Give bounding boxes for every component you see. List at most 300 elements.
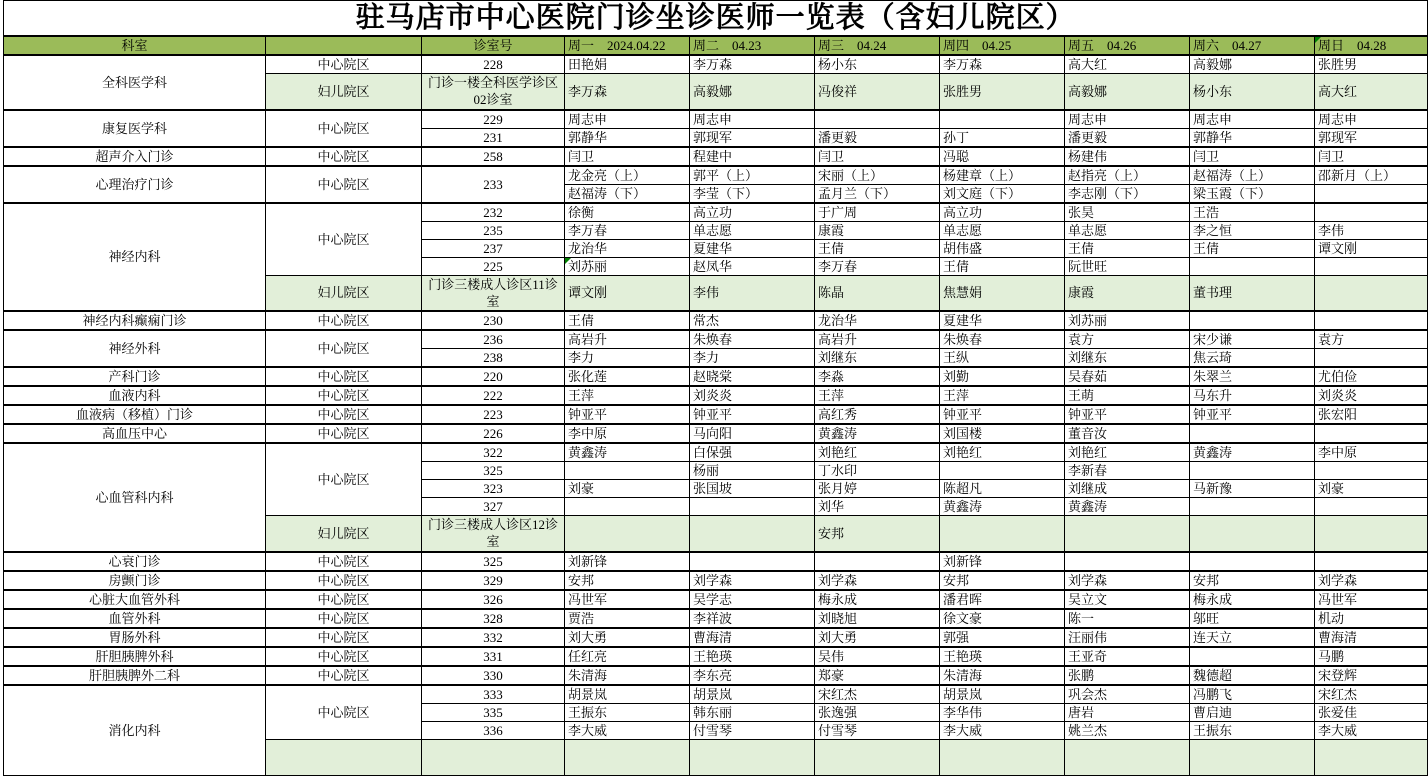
schedule-cell[interactable]: 高岩升 [565, 330, 690, 349]
room-cell[interactable]: 325 [422, 462, 565, 480]
schedule-cell[interactable]: 赵指亮（上） [1065, 166, 1190, 185]
department-cell[interactable]: 血管外科 [4, 609, 266, 628]
department-cell[interactable]: 肝胆胰脾外科 [4, 647, 266, 666]
schedule-cell[interactable]: 宋登辉 [1315, 666, 1428, 685]
schedule-cell[interactable]: 韩东丽 [690, 703, 815, 721]
schedule-cell[interactable] [1315, 516, 1428, 552]
schedule-cell[interactable]: 高毅娜 [1065, 74, 1190, 110]
room-cell[interactable]: 237 [422, 239, 565, 257]
schedule-cell[interactable]: 黄鑫涛 [940, 498, 1065, 516]
schedule-cell[interactable]: 高立功 [690, 203, 815, 222]
day-header[interactable] [815, 36, 940, 55]
schedule-cell[interactable]: 郭现军 [1315, 128, 1428, 147]
schedule-cell[interactable]: 李万森 [690, 55, 815, 74]
schedule-cell[interactable]: 程建中 [690, 147, 815, 166]
department-cell[interactable]: 胃肠外科 [4, 628, 266, 647]
schedule-cell[interactable] [1315, 257, 1428, 275]
schedule-cell[interactable]: 徐衡 [565, 203, 690, 222]
schedule-cell[interactable]: 郭现军 [690, 128, 815, 147]
schedule-cell[interactable]: 杨建伟 [1065, 147, 1190, 166]
schedule-cell[interactable]: 宋红杰 [1315, 685, 1428, 704]
schedule-cell[interactable]: 张化莲 [565, 367, 690, 386]
schedule-cell[interactable] [1065, 739, 1190, 775]
department-cell[interactable]: 心衰门诊 [4, 552, 266, 571]
campus-column-header[interactable] [266, 36, 422, 55]
schedule-cell[interactable]: 高岩升 [815, 330, 940, 349]
schedule-cell[interactable]: 周志申 [1190, 110, 1315, 129]
schedule-cell[interactable]: 马向阳 [690, 424, 815, 443]
schedule-cell[interactable]: 刘文庭（下） [940, 184, 1065, 203]
room-cell[interactable]: 330 [422, 666, 565, 685]
schedule-cell[interactable]: 李大威 [940, 721, 1065, 739]
campus-cell[interactable]: 中心院区 [266, 628, 422, 647]
room-cell[interactable]: 232 [422, 203, 565, 222]
schedule-cell[interactable]: 李志刚（下） [1065, 184, 1190, 203]
schedule-cell[interactable]: 高立功 [940, 203, 1065, 222]
schedule-cell[interactable] [690, 516, 815, 552]
schedule-cell[interactable]: 李万春 [565, 221, 690, 239]
schedule-cell[interactable] [1190, 739, 1315, 775]
schedule-cell[interactable]: 焦慧娟 [940, 275, 1065, 311]
schedule-cell[interactable]: 杨小东 [815, 55, 940, 74]
schedule-cell[interactable]: 李力 [565, 349, 690, 368]
schedule-cell[interactable]: 孟月兰（下） [815, 184, 940, 203]
schedule-cell[interactable] [1190, 516, 1315, 552]
room-cell[interactable]: 238 [422, 349, 565, 368]
schedule-cell[interactable]: 董书理 [1190, 275, 1315, 311]
room-cell[interactable]: 228 [422, 55, 565, 74]
schedule-cell[interactable]: 李莹（下） [690, 184, 815, 203]
schedule-cell[interactable]: 常杰 [690, 311, 815, 330]
schedule-cell[interactable]: 胡景岚 [690, 685, 815, 704]
campus-cell[interactable]: 中心院区 [266, 367, 422, 386]
schedule-cell[interactable]: 高大红 [1065, 55, 1190, 74]
schedule-cell[interactable]: 安邦 [815, 516, 940, 552]
schedule-cell[interactable]: 单志愿 [690, 221, 815, 239]
schedule-cell[interactable] [1190, 462, 1315, 480]
schedule-cell[interactable] [1315, 311, 1428, 330]
schedule-cell[interactable]: 梅永成 [1190, 590, 1315, 609]
schedule-cell[interactable]: 汪丽伟 [1065, 628, 1190, 647]
campus-cell[interactable]: 中心院区 [266, 166, 422, 203]
campus-cell[interactable]: 中心院区 [266, 571, 422, 590]
schedule-cell[interactable]: 胡景岚 [940, 685, 1065, 704]
schedule-cell[interactable]: 潘更毅 [815, 128, 940, 147]
department-cell[interactable]: 血液病（移植）门诊 [4, 405, 266, 424]
schedule-cell[interactable] [1315, 424, 1428, 443]
schedule-cell[interactable]: 张鹏 [1065, 666, 1190, 685]
schedule-cell[interactable]: 冯世军 [1315, 590, 1428, 609]
schedule-cell[interactable]: 张逸强 [815, 703, 940, 721]
schedule-cell[interactable]: 刘豪 [565, 480, 690, 498]
schedule-cell[interactable]: 赵凤华 [690, 257, 815, 275]
schedule-cell[interactable]: 任红亮 [565, 647, 690, 666]
schedule-cell[interactable]: 王倩 [940, 257, 1065, 275]
schedule-cell[interactable]: 潘君晖 [940, 590, 1065, 609]
schedule-cell[interactable]: 李华伟 [940, 703, 1065, 721]
day-header[interactable] [690, 36, 815, 55]
schedule-cell[interactable] [1190, 498, 1315, 516]
schedule-cell[interactable]: 王艳瑛 [940, 647, 1065, 666]
department-cell[interactable]: 房颤门诊 [4, 571, 266, 590]
room-cell[interactable]: 226 [422, 424, 565, 443]
schedule-cell[interactable]: 黄鑫涛 [815, 424, 940, 443]
schedule-cell[interactable]: 高毅娜 [1190, 55, 1315, 74]
room-cell[interactable]: 225 [422, 257, 565, 275]
schedule-cell[interactable]: 王萍 [940, 386, 1065, 405]
schedule-cell[interactable]: 于广周 [815, 203, 940, 222]
room-cell[interactable]: 328 [422, 609, 565, 628]
schedule-cell[interactable] [940, 462, 1065, 480]
schedule-cell[interactable]: 郑豪 [815, 666, 940, 685]
room-cell[interactable]: 236 [422, 330, 565, 349]
schedule-cell[interactable] [1315, 349, 1428, 368]
room-cell[interactable]: 233 [422, 166, 565, 203]
schedule-cell[interactable]: 李伟 [690, 275, 815, 311]
schedule-cell[interactable] [1190, 552, 1315, 571]
schedule-cell[interactable]: 杨建章（上） [940, 166, 1065, 185]
schedule-cell[interactable]: 张爱佳 [1315, 703, 1428, 721]
schedule-cell[interactable]: 高红秀 [815, 405, 940, 424]
schedule-cell[interactable] [815, 739, 940, 775]
schedule-cell[interactable]: 尤伯俭 [1315, 367, 1428, 386]
schedule-cell[interactable]: 胡景岚 [565, 685, 690, 704]
schedule-cell[interactable]: 曹启迪 [1190, 703, 1315, 721]
room-cell[interactable]: 258 [422, 147, 565, 166]
schedule-cell[interactable]: 安邦 [940, 571, 1065, 590]
schedule-cell[interactable]: 李大威 [565, 721, 690, 739]
room-cell[interactable]: 223 [422, 405, 565, 424]
schedule-cell[interactable]: 曹海清 [1315, 628, 1428, 647]
department-cell[interactable]: 心脏大血管外科 [4, 590, 266, 609]
schedule-cell[interactable] [1315, 552, 1428, 571]
schedule-cell[interactable]: 吴立文 [1065, 590, 1190, 609]
schedule-cell[interactable]: 刘继东 [815, 349, 940, 368]
room-cell[interactable]: 231 [422, 128, 565, 147]
room-cell[interactable]: 222 [422, 386, 565, 405]
schedule-cell[interactable]: 刘新锋 [565, 552, 690, 571]
schedule-cell[interactable]: 梅永成 [815, 590, 940, 609]
schedule-cell[interactable]: 刘学森 [1315, 571, 1428, 590]
schedule-cell[interactable] [1315, 275, 1428, 311]
campus-cell[interactable]: 中心院区 [266, 552, 422, 571]
schedule-cell[interactable]: 闫卫 [815, 147, 940, 166]
schedule-cell[interactable]: 黄鑫涛 [1065, 498, 1190, 516]
schedule-cell[interactable]: 董音汝 [1065, 424, 1190, 443]
schedule-cell[interactable]: 高毅娜 [690, 74, 815, 110]
schedule-cell[interactable]: 马东升 [1190, 386, 1315, 405]
schedule-cell[interactable]: 潘更毅 [1065, 128, 1190, 147]
schedule-cell[interactable]: 钟亚平 [940, 405, 1065, 424]
schedule-cell[interactable]: 刘大勇 [565, 628, 690, 647]
schedule-cell[interactable]: 张宏阳 [1315, 405, 1428, 424]
schedule-cell[interactable]: 康霞 [815, 221, 940, 239]
schedule-cell[interactable]: 康霞 [1065, 275, 1190, 311]
schedule-cell[interactable]: 李伟 [1315, 221, 1428, 239]
room-cell[interactable]: 333 [422, 685, 565, 704]
schedule-cell[interactable]: 刘艳红 [815, 443, 940, 462]
schedule-cell[interactable]: 王浩 [1190, 203, 1315, 222]
schedule-cell[interactable]: 曹海清 [690, 628, 815, 647]
schedule-cell[interactable] [940, 739, 1065, 775]
schedule-cell[interactable]: 刘艳红 [1065, 443, 1190, 462]
campus-cell[interactable]: 中心院区 [266, 443, 422, 516]
schedule-cell[interactable]: 刘新锋 [940, 552, 1065, 571]
room-cell[interactable]: 327 [422, 498, 565, 516]
schedule-cell[interactable]: 郭平（上） [690, 166, 815, 185]
department-cell[interactable]: 神经内科癫痫门诊 [4, 311, 266, 330]
schedule-cell[interactable]: 王萌 [1065, 386, 1190, 405]
schedule-cell[interactable]: 李大威 [1315, 721, 1428, 739]
schedule-cell[interactable]: 李力 [690, 349, 815, 368]
dept-column-header[interactable]: 科室 [4, 36, 266, 55]
schedule-cell[interactable]: 龙金亮（上） [565, 166, 690, 185]
schedule-cell[interactable] [815, 552, 940, 571]
room-cell[interactable]: 322 [422, 443, 565, 462]
department-cell[interactable]: 超声介入门诊 [4, 147, 266, 166]
schedule-cell[interactable]: 周志申 [565, 110, 690, 129]
schedule-cell[interactable]: 王萍 [565, 386, 690, 405]
schedule-cell[interactable]: 李万春 [815, 257, 940, 275]
room-cell[interactable]: 235 [422, 221, 565, 239]
schedule-cell[interactable]: 王倩 [1065, 239, 1190, 257]
room-cell[interactable]: 326 [422, 590, 565, 609]
room-cell[interactable]: 230 [422, 311, 565, 330]
campus-cell[interactable]: 中心院区 [266, 330, 422, 367]
room-cell[interactable]: 323 [422, 480, 565, 498]
schedule-cell[interactable]: 刘继东 [1065, 349, 1190, 368]
schedule-cell[interactable]: 张国坡 [690, 480, 815, 498]
schedule-cell[interactable]: 郭静华 [1190, 128, 1315, 147]
schedule-cell[interactable]: 丁水印 [815, 462, 940, 480]
schedule-cell[interactable]: 刘国楼 [940, 424, 1065, 443]
room-cell[interactable]: 325 [422, 552, 565, 571]
schedule-cell[interactable] [940, 516, 1065, 552]
schedule-cell[interactable]: 杨丽 [690, 462, 815, 480]
schedule-cell[interactable]: 焦云琦 [1190, 349, 1315, 368]
schedule-cell[interactable]: 钟亚平 [690, 405, 815, 424]
schedule-cell[interactable]: 安邦 [1190, 571, 1315, 590]
campus-cell[interactable]: 中心院区 [266, 147, 422, 166]
schedule-cell[interactable] [690, 739, 815, 775]
schedule-cell[interactable]: 李中原 [1315, 443, 1428, 462]
schedule-cell[interactable]: 闫卫 [1315, 147, 1428, 166]
day-header[interactable] [1065, 36, 1190, 55]
schedule-cell[interactable]: 郭强 [940, 628, 1065, 647]
campus-cell[interactable]: 中心院区 [266, 55, 422, 74]
schedule-cell[interactable] [1065, 552, 1190, 571]
schedule-cell[interactable]: 宋少谦 [1190, 330, 1315, 349]
schedule-cell[interactable]: 张胜男 [1315, 55, 1428, 74]
schedule-cell[interactable]: 朱焕春 [940, 330, 1065, 349]
schedule-cell[interactable]: 单志愿 [1065, 221, 1190, 239]
schedule-cell[interactable]: 刘苏丽 [1065, 311, 1190, 330]
department-cell[interactable]: 神经外科 [4, 330, 266, 367]
department-cell[interactable]: 高血压中心 [4, 424, 266, 443]
department-cell[interactable]: 心理治疗门诊 [4, 166, 266, 203]
campus-cell[interactable]: 中心院区 [266, 647, 422, 666]
room-cell[interactable]: 229 [422, 110, 565, 129]
schedule-cell[interactable]: 王艳瑛 [690, 647, 815, 666]
schedule-cell[interactable]: 冯聪 [940, 147, 1065, 166]
room-cell[interactable]: 329 [422, 571, 565, 590]
schedule-cell[interactable]: 王倩 [1190, 239, 1315, 257]
room-cell[interactable]: 331 [422, 647, 565, 666]
campus-cell[interactable] [266, 739, 422, 775]
schedule-cell[interactable]: 闫卫 [565, 147, 690, 166]
department-cell[interactable]: 消化内科 [4, 685, 266, 776]
department-cell[interactable]: 全科医学科 [4, 55, 266, 110]
room-cell[interactable]: 门诊三楼成人诊区12诊室 [422, 516, 565, 552]
room-cell[interactable] [422, 739, 565, 775]
schedule-cell[interactable]: 夏建华 [690, 239, 815, 257]
schedule-cell[interactable]: 冯俊祥 [815, 74, 940, 110]
schedule-cell[interactable]: 赵晓棠 [690, 367, 815, 386]
schedule-cell[interactable]: 王振东 [565, 703, 690, 721]
schedule-cell[interactable]: 胡伟盛 [940, 239, 1065, 257]
schedule-cell[interactable]: 朱清海 [565, 666, 690, 685]
schedule-cell[interactable] [1190, 647, 1315, 666]
schedule-cell[interactable]: 张昊 [1065, 203, 1190, 222]
schedule-cell[interactable]: 赵福涛（上） [1190, 166, 1315, 185]
schedule-cell[interactable]: 王亚奇 [1065, 647, 1190, 666]
schedule-cell[interactable] [565, 739, 690, 775]
campus-cell[interactable]: 妇儿院区 [266, 74, 422, 110]
schedule-cell[interactable]: 邬旺 [1190, 609, 1315, 628]
schedule-cell[interactable]: 刘大勇 [815, 628, 940, 647]
schedule-cell[interactable]: 刘苏丽 [565, 257, 690, 275]
schedule-cell[interactable]: 李万森 [565, 74, 690, 110]
schedule-cell[interactable]: 连天立 [1190, 628, 1315, 647]
schedule-cell[interactable]: 周志申 [1065, 110, 1190, 129]
schedule-cell[interactable]: 钟亚平 [1190, 405, 1315, 424]
campus-cell[interactable]: 中心院区 [266, 110, 422, 147]
schedule-cell[interactable]: 唐岩 [1065, 703, 1190, 721]
schedule-cell[interactable]: 王倩 [565, 311, 690, 330]
schedule-cell[interactable]: 郭静华 [565, 128, 690, 147]
day-header[interactable] [1315, 36, 1428, 55]
schedule-cell[interactable]: 魏德超 [1190, 666, 1315, 685]
department-cell[interactable]: 康复医学科 [4, 110, 266, 147]
day-header[interactable] [1190, 36, 1315, 55]
campus-cell[interactable]: 中心院区 [266, 590, 422, 609]
schedule-cell[interactable]: 李淼 [815, 367, 940, 386]
room-cell[interactable]: 335 [422, 703, 565, 721]
schedule-cell[interactable]: 李万森 [940, 55, 1065, 74]
schedule-cell[interactable]: 朱翠兰 [1190, 367, 1315, 386]
schedule-cell[interactable]: 谭文刚 [565, 275, 690, 311]
schedule-cell[interactable]: 孙丁 [940, 128, 1065, 147]
schedule-cell[interactable]: 邵新月（上） [1315, 166, 1428, 185]
schedule-cell[interactable]: 王倩 [815, 239, 940, 257]
schedule-cell[interactable]: 王萍 [815, 386, 940, 405]
department-cell[interactable]: 神经内科 [4, 203, 266, 312]
schedule-cell[interactable] [1190, 424, 1315, 443]
campus-cell[interactable]: 中心院区 [266, 609, 422, 628]
schedule-cell[interactable] [565, 462, 690, 480]
schedule-cell[interactable]: 冯世军 [565, 590, 690, 609]
schedule-cell[interactable]: 龙治华 [565, 239, 690, 257]
schedule-cell[interactable]: 黄鑫涛 [565, 443, 690, 462]
schedule-cell[interactable] [815, 110, 940, 129]
department-cell[interactable]: 产科门诊 [4, 367, 266, 386]
campus-cell[interactable]: 中心院区 [266, 203, 422, 276]
schedule-cell[interactable] [1315, 462, 1428, 480]
schedule-cell[interactable]: 杨小东 [1190, 74, 1315, 110]
schedule-cell[interactable]: 宋红杰 [815, 685, 940, 704]
schedule-cell[interactable]: 刘华 [815, 498, 940, 516]
room-cell[interactable]: 220 [422, 367, 565, 386]
schedule-cell[interactable] [690, 498, 815, 516]
schedule-cell[interactable]: 刘继成 [1065, 480, 1190, 498]
schedule-cell[interactable]: 袁方 [1315, 330, 1428, 349]
schedule-cell[interactable]: 李新春 [1065, 462, 1190, 480]
schedule-cell[interactable]: 冯鹏飞 [1190, 685, 1315, 704]
schedule-cell[interactable]: 安邦 [565, 571, 690, 590]
schedule-cell[interactable]: 巩会杰 [1065, 685, 1190, 704]
schedule-cell[interactable]: 机动 [1315, 609, 1428, 628]
campus-cell[interactable]: 妇儿院区 [266, 516, 422, 552]
schedule-cell[interactable] [1315, 739, 1428, 775]
schedule-cell[interactable]: 钟亚平 [1065, 405, 1190, 424]
schedule-cell[interactable]: 张胜男 [940, 74, 1065, 110]
campus-cell[interactable]: 中心院区 [266, 685, 422, 740]
schedule-cell[interactable]: 张月婷 [815, 480, 940, 498]
schedule-cell[interactable]: 吴伟 [815, 647, 940, 666]
schedule-cell[interactable]: 朱清海 [940, 666, 1065, 685]
schedule-cell[interactable]: 刘学森 [815, 571, 940, 590]
schedule-cell[interactable]: 李东亮 [690, 666, 815, 685]
schedule-cell[interactable]: 吴学志 [690, 590, 815, 609]
schedule-cell[interactable]: 刘晓旭 [815, 609, 940, 628]
schedule-cell[interactable]: 付雪琴 [690, 721, 815, 739]
schedule-cell[interactable]: 刘学森 [690, 571, 815, 590]
schedule-cell[interactable]: 王振东 [1190, 721, 1315, 739]
campus-cell[interactable]: 中心院区 [266, 405, 422, 424]
schedule-cell[interactable]: 付雪琴 [815, 721, 940, 739]
department-cell[interactable]: 肝胆胰脾外二科 [4, 666, 266, 685]
schedule-cell[interactable] [565, 498, 690, 516]
schedule-cell[interactable]: 赵福涛（下） [565, 184, 690, 203]
schedule-cell[interactable]: 刘炎炎 [1315, 386, 1428, 405]
day-header[interactable] [940, 36, 1065, 55]
schedule-cell[interactable]: 李祥波 [690, 609, 815, 628]
schedule-cell[interactable]: 龙治华 [815, 311, 940, 330]
schedule-cell[interactable]: 陈超凡 [940, 480, 1065, 498]
schedule-cell[interactable]: 王纵 [940, 349, 1065, 368]
schedule-cell[interactable]: 刘艳红 [940, 443, 1065, 462]
schedule-cell[interactable]: 贾浩 [565, 609, 690, 628]
schedule-cell[interactable]: 陈一 [1065, 609, 1190, 628]
campus-cell[interactable]: 妇儿院区 [266, 275, 422, 311]
schedule-cell[interactable]: 刘炎炎 [690, 386, 815, 405]
campus-cell[interactable]: 中心院区 [266, 424, 422, 443]
schedule-cell[interactable] [565, 516, 690, 552]
schedule-cell[interactable] [940, 110, 1065, 129]
schedule-cell[interactable]: 姚兰杰 [1065, 721, 1190, 739]
schedule-cell[interactable]: 刘学森 [1065, 571, 1190, 590]
schedule-cell[interactable] [690, 552, 815, 571]
department-cell[interactable]: 心血管科内科 [4, 443, 266, 552]
schedule-cell[interactable]: 陈晶 [815, 275, 940, 311]
schedule-cell[interactable]: 马鹏 [1315, 647, 1428, 666]
schedule-cell[interactable]: 钟亚平 [565, 405, 690, 424]
room-cell[interactable]: 门诊三楼成人诊区11诊室 [422, 275, 565, 311]
schedule-cell[interactable] [1190, 257, 1315, 275]
schedule-cell[interactable]: 谭文刚 [1315, 239, 1428, 257]
schedule-cell[interactable]: 梁玉霞（下） [1190, 184, 1315, 203]
schedule-cell[interactable]: 闫卫 [1190, 147, 1315, 166]
